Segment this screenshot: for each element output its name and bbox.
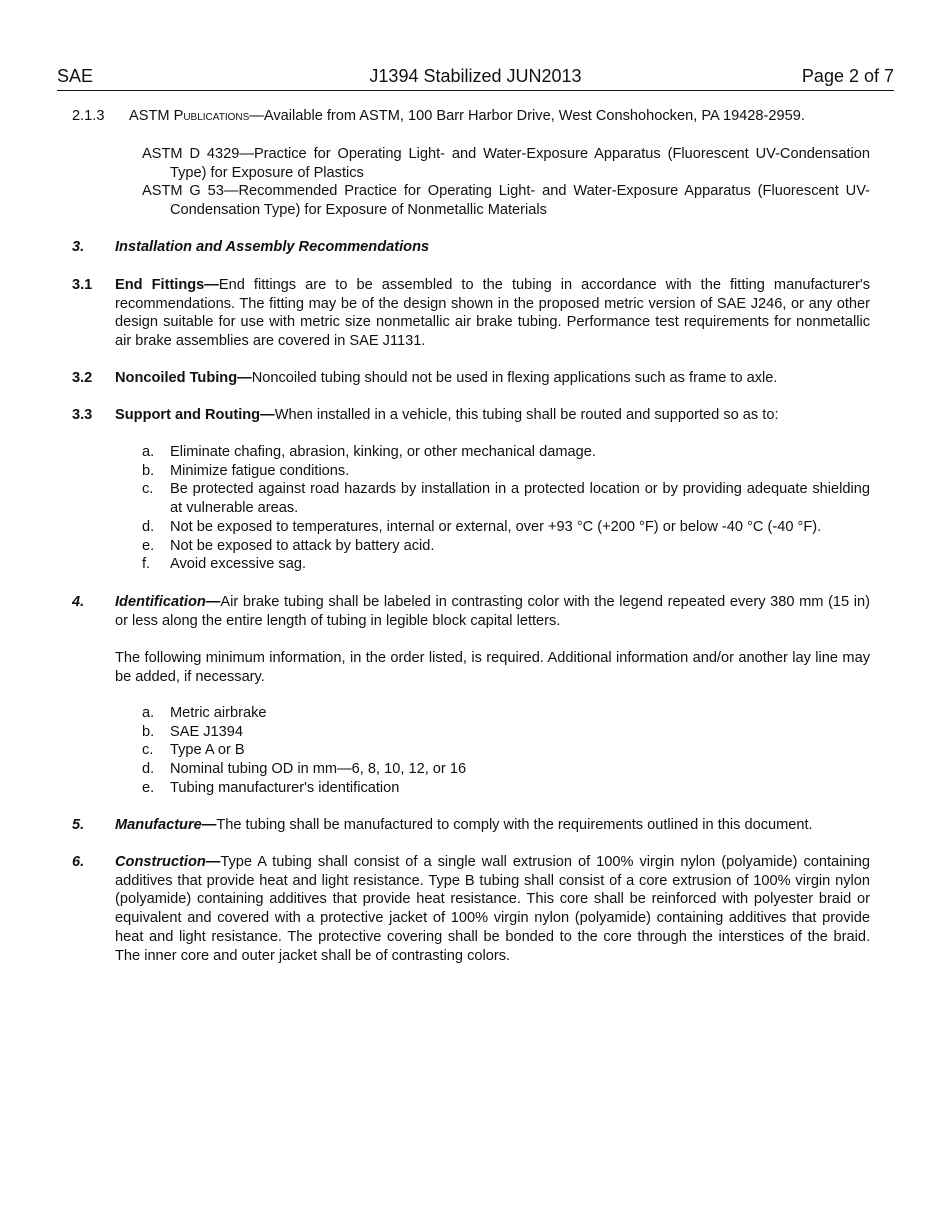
section-3-1-text: End fittings are to be assembled to the tubing in accordance with the fitting manufacturer's recommendations. The fitting may be of the design shown in the proposed metric version of SAE J246, or any other design suitable for use with metric size nonmetallic air brake tubing. Performance test requirements for nonmetallic air brake assemblies are covered in SAE J1131. — [115, 277, 870, 350]
section-5-paragraph — [115, 816, 870, 835]
list-item — [142, 741, 870, 760]
list-item-text: Be protected against road hazards by installation in a protected location or by providing adequate shielding at vulnerable areas. — [170, 481, 870, 517]
section-3-3-number: 3.3 — [72, 407, 93, 423]
list-item-text: Avoid excessive sag. — [170, 556, 307, 573]
list-item — [142, 480, 870, 517]
list-item-text: Nominal tubing OD in mm—6, 8, 10, 12, or 16 — [170, 761, 467, 778]
header-org: SAE — [57, 66, 94, 86]
reference-astm-d4329: ASTM D 4329—Practice for Operating Light- and Water-Exposure Apparatus (Fluorescent UV-Condensation Type) for Exposure of Plastics — [142, 146, 870, 181]
list-item — [142, 760, 870, 779]
list-item-text: Metric airbrake — [170, 705, 267, 721]
section-3-1-title: End Fittings— — [115, 277, 219, 293]
section-3-title: Installation and Assembly Recommendations — [115, 239, 430, 255]
list-item-letter: d. — [142, 518, 155, 535]
section-3-1-paragraph — [115, 276, 870, 351]
list-item — [142, 723, 870, 742]
list-item — [142, 443, 870, 462]
section-2-1-3-text: —Available from ASTM, 100 Barr Harbor Drive, West Conshohocken, PA 19428-2959. — [249, 108, 805, 124]
section-3-2-title: Noncoiled Tubing— — [115, 370, 252, 386]
list-item-text: SAE J1394 — [170, 723, 244, 740]
list-item-text: Not be exposed to attack by battery acid. — [170, 537, 435, 554]
section-5-title: Manufacture— — [115, 817, 217, 833]
list-item — [142, 779, 870, 798]
list-item-text: Eliminate chafing, abrasion, kinking, or other mechanical damage. — [170, 444, 596, 460]
section-3-heading — [115, 238, 870, 257]
identification-list — [142, 704, 870, 798]
section-6-title: Construction— — [115, 854, 221, 870]
section-5-text: The tubing shall be manufactured to comply with the requirements outlined in this document. — [216, 817, 813, 833]
section-4-text: Air brake tubing shall be labeled in contrasting color with the legend repeated every 380 mm (15 in) or less along the entire length of tubing in legible block capital letters. — [115, 594, 870, 629]
header-page-number: Page 2 of 7 — [801, 66, 894, 86]
section-2-1-3-title: ASTM Publications — [129, 108, 250, 124]
section-4-title: Identification— — [115, 594, 221, 610]
list-item — [142, 518, 870, 537]
section-2-1-3-heading — [129, 107, 889, 126]
support-routing-list — [142, 443, 870, 574]
list-item-letter: f. — [142, 556, 151, 573]
list-item-letter: c. — [142, 481, 154, 498]
list-item — [142, 537, 870, 556]
section-3-2-paragraph — [115, 369, 870, 388]
section-3-2-text: Noncoiled tubing should not be used in flexing applications such as frame to axle. — [251, 370, 778, 386]
list-item — [142, 555, 870, 574]
list-item-text: Tubing manufacturer's identification — [170, 779, 400, 796]
list-item-letter: b. — [142, 723, 155, 740]
list-item — [142, 462, 870, 481]
section-5-number: 5. — [72, 817, 85, 833]
section-3-3-title: Support and Routing— — [115, 407, 275, 423]
section-3-number: 3. — [72, 239, 85, 255]
list-item-letter: d. — [142, 761, 155, 778]
section-2-1-3-number: 2.1.3 — [72, 108, 105, 124]
section-3-3-paragraph — [115, 406, 870, 425]
reference-astm-g53: ASTM G 53—Recommended Practice for Operating Light- and Water-Exposure Apparatus (Fluorescent UV-Condensation Type) for Exposure of Nonmetallic Materials — [142, 183, 870, 218]
section-6-number: 6. — [72, 854, 85, 870]
section-6-text: Type A tubing shall consist of a single wall extrusion of 100% virgin nylon (polyamide) containing additives that provide heat and light resistance. Type B tubing shall consist of a core extrusion of 100% virgin nylon (polyamide) containing additives that provide heat resistance. This core shall be reinforced with polyester braid or equivalent and covered with a protective jacket of 100% virgin nylon (polyamide) containing additives that provide heat and light resistance. The protective covering shall be bonded to the core through the interstices of the braid. The inner core and outer jacket shall be of contrasting colors. — [115, 854, 870, 964]
section-4-paragraph — [115, 593, 870, 630]
list-item-text: Minimize fatigue conditions. — [170, 462, 350, 479]
section-6-paragraph — [115, 853, 870, 965]
section-3-1-number: 3.1 — [72, 277, 93, 293]
list-item-letter: e. — [142, 779, 155, 796]
list-item-letter: b. — [142, 462, 155, 479]
section-4-paragraph-2: The following minimum information, in the order listed, is required. Additional information and/or another lay line may be added, if necessary. — [115, 650, 870, 685]
section-4-number: 4. — [72, 594, 85, 610]
list-item-letter: e. — [142, 537, 155, 554]
list-item-letter: a. — [142, 705, 155, 721]
list-item-letter: a. — [142, 444, 155, 460]
header-doc-id: J1394 Stabilized JUN2013 — [369, 66, 582, 86]
section-3-2-number: 3.2 — [72, 370, 93, 386]
list-item-text: Type A or B — [170, 742, 245, 759]
list-item-text: Not be exposed to temperatures, internal or external, over +93 °C (+200 °F) or below -40 °C (-40 °F). — [170, 518, 822, 535]
page-header — [57, 66, 894, 91]
list-item-letter: c. — [142, 742, 154, 759]
list-item — [142, 704, 870, 723]
section-3-3-text: When installed in a vehicle, this tubing shall be routed and supported so as to: — [274, 407, 779, 423]
